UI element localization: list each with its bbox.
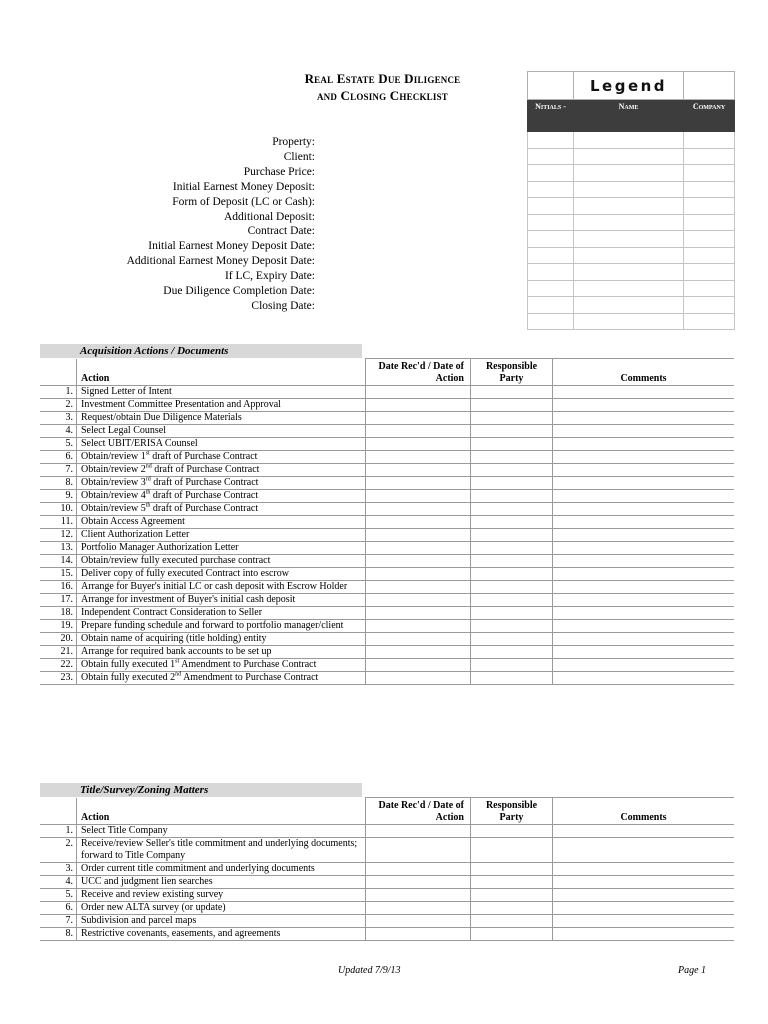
row-comments-cell[interactable] — [553, 825, 735, 838]
row-number: 12. — [40, 529, 77, 542]
legend-row[interactable] — [528, 264, 735, 281]
row-number: 1. — [40, 386, 77, 399]
row-comments-cell[interactable] — [553, 902, 735, 915]
footer-updated: Updated 7/9/13 — [338, 965, 401, 976]
row-number: 3. — [40, 863, 77, 876]
row-action: Arrange for Buyer's initial LC or cash deposit with Escrow Holder — [77, 581, 366, 594]
row-number: 23. — [40, 672, 77, 685]
legend-cell[interactable] — [574, 198, 684, 215]
legend-cell[interactable] — [684, 231, 735, 248]
checklist-row — [40, 529, 734, 542]
legend-cell[interactable] — [574, 297, 684, 314]
checklist-row — [40, 399, 734, 412]
row-responsible-cell[interactable] — [471, 399, 553, 412]
row-number: 3. — [40, 412, 77, 425]
row-comments-cell[interactable] — [553, 863, 735, 876]
legend-cell[interactable] — [574, 132, 684, 149]
title-line-2: and Closing Checklist — [316, 88, 448, 103]
row-number: 4. — [40, 425, 77, 438]
legend-cell[interactable] — [684, 313, 735, 330]
row-comments-cell[interactable] — [553, 594, 735, 607]
row-action: Obtain/review 1st draft of Purchase Contract — [77, 451, 366, 464]
checklist-row — [40, 620, 734, 633]
row-number: 2. — [40, 399, 77, 412]
row-date-cell[interactable] — [366, 555, 471, 568]
row-responsible-cell[interactable] — [471, 386, 553, 399]
row-comments-cell[interactable] — [553, 928, 735, 941]
row-comments-cell[interactable] — [553, 386, 735, 399]
checklist-row — [40, 438, 734, 451]
row-responsible-cell[interactable] — [471, 915, 553, 928]
row-action: Arrange for investment of Buyer's initial cash deposit — [77, 594, 366, 607]
checklist-row — [40, 568, 734, 581]
checklist-row — [40, 902, 734, 915]
checklist-row — [40, 425, 734, 438]
acquisition-section-title: Acquisition Actions / Documents — [80, 345, 229, 357]
checklist-row — [40, 516, 734, 529]
legend-cell[interactable] — [528, 214, 574, 231]
row-action: Obtain Access Agreement — [77, 516, 366, 529]
row-comments-cell[interactable] — [553, 451, 735, 464]
row-date-cell[interactable] — [366, 490, 471, 503]
row-action: Investment Committee Presentation and Approval — [77, 399, 366, 412]
row-number: 7. — [40, 915, 77, 928]
legend-cell[interactable] — [528, 198, 574, 215]
field-label: If LC, Expiry Date: — [224, 270, 315, 283]
row-comments-cell[interactable] — [553, 568, 735, 581]
row-responsible-cell[interactable] — [471, 490, 553, 503]
row-action: Order new ALTA survey (or update) — [77, 902, 366, 915]
checklist-row — [40, 477, 734, 490]
row-comments-cell[interactable] — [553, 503, 735, 516]
legend-cell[interactable] — [684, 264, 735, 281]
row-responsible-cell[interactable] — [471, 516, 553, 529]
row-action: Receive and review existing survey — [77, 889, 366, 902]
checklist-row — [40, 607, 734, 620]
legend-cell[interactable] — [574, 313, 684, 330]
row-date-cell[interactable] — [366, 568, 471, 581]
row-number: 4. — [40, 876, 77, 889]
legend-cell[interactable] — [684, 165, 735, 182]
legend-cell[interactable] — [574, 280, 684, 297]
row-comments-cell[interactable] — [553, 542, 735, 555]
legend-row[interactable] — [528, 165, 735, 182]
row-number: 14. — [40, 555, 77, 568]
row-responsible-cell[interactable] — [471, 542, 553, 555]
row-date-cell[interactable] — [366, 386, 471, 399]
row-responsible-cell[interactable] — [471, 529, 553, 542]
row-responsible-cell[interactable] — [471, 451, 553, 464]
legend-cell[interactable] — [574, 247, 684, 264]
row-number: 16. — [40, 581, 77, 594]
checklist-row — [40, 581, 734, 594]
legend-cell[interactable] — [528, 280, 574, 297]
row-responsible-cell[interactable] — [471, 876, 553, 889]
row-comments-cell[interactable] — [553, 915, 735, 928]
legend-row[interactable] — [528, 148, 735, 165]
legend-row[interactable] — [528, 247, 735, 264]
legend-row[interactable] — [528, 297, 735, 314]
legend-cell[interactable] — [684, 247, 735, 264]
title-line-1: Real Estate Due Diligence — [304, 71, 461, 86]
row-responsible-cell[interactable] — [471, 825, 553, 838]
row-number: 21. — [40, 646, 77, 659]
checklist-row — [40, 825, 734, 838]
row-action: Independent Contract Consideration to Seller — [77, 607, 366, 620]
row-number: 8. — [40, 928, 77, 941]
row-date-cell[interactable] — [366, 825, 471, 838]
field-label: Due Diligence Completion Date: — [163, 285, 315, 298]
row-number: 8. — [40, 477, 77, 490]
row-comments-cell[interactable] — [553, 412, 735, 425]
row-action: Obtain name of acquiring (title holding) entity — [77, 633, 366, 646]
row-comments-cell[interactable] — [553, 555, 735, 568]
row-action: Obtain/review 4th draft of Purchase Contract — [77, 490, 366, 503]
acquisition-section-header — [40, 344, 734, 358]
field-label: Form of Deposit (LC or Cash): — [172, 195, 315, 208]
row-date-cell[interactable] — [366, 863, 471, 876]
row-date-cell[interactable] — [366, 425, 471, 438]
legend-cell[interactable] — [684, 280, 735, 297]
row-responsible-cell[interactable] — [471, 594, 553, 607]
legend-row[interactable] — [528, 132, 735, 149]
row-comments-cell[interactable] — [553, 646, 735, 659]
row-action: Select UBIT/ERISA Counsel — [77, 438, 366, 451]
checklist-row — [40, 863, 734, 876]
acquisition-table — [40, 358, 734, 685]
field-label: Contract Date: — [247, 225, 315, 238]
row-date-cell[interactable] — [366, 581, 471, 594]
row-number: 5. — [40, 438, 77, 451]
legend-row[interactable] — [528, 313, 735, 330]
row-date-cell[interactable] — [366, 438, 471, 451]
property-fields — [40, 135, 315, 314]
legend-cell[interactable] — [574, 165, 684, 182]
legend-row[interactable] — [528, 280, 735, 297]
legend-col-company: Company — [684, 100, 735, 132]
row-responsible-cell[interactable] — [471, 659, 553, 672]
field-label: Closing Date: — [251, 299, 315, 312]
col-comments: Comments — [553, 359, 735, 386]
row-number: 9. — [40, 490, 77, 503]
row-date-cell[interactable] — [366, 477, 471, 490]
row-date-cell[interactable] — [366, 464, 471, 477]
field-label: Initial Earnest Money Deposit Date: — [148, 240, 315, 253]
row-comments-cell[interactable] — [553, 659, 735, 672]
row-action: Obtain/review 2nd draft of Purchase Contract — [77, 464, 366, 477]
row-date-cell[interactable] — [366, 594, 471, 607]
checklist-row — [40, 876, 734, 889]
legend-cell[interactable] — [528, 181, 574, 198]
row-responsible-cell[interactable] — [471, 412, 553, 425]
row-action: Select Title Company — [77, 825, 366, 838]
row-date-cell[interactable] — [366, 503, 471, 516]
row-action: Obtain fully executed 2nd Amendment to Purchase Contract — [77, 672, 366, 685]
legend-cell[interactable] — [684, 214, 735, 231]
field-label: Initial Earnest Money Deposit: — [172, 180, 315, 193]
checklist-row — [40, 646, 734, 659]
row-action: Portfolio Manager Authorization Letter — [77, 542, 366, 555]
row-action: Deliver copy of fully executed Contract into escrow — [77, 568, 366, 581]
row-date-cell[interactable] — [366, 529, 471, 542]
legend-cell[interactable] — [528, 247, 574, 264]
row-action: Order current title commitment and underlying documents — [77, 863, 366, 876]
row-date-cell[interactable] — [366, 633, 471, 646]
legend-cell[interactable] — [528, 264, 574, 281]
legend-cell[interactable] — [684, 148, 735, 165]
field-label: Additional Deposit: — [223, 210, 315, 223]
row-date-cell[interactable] — [366, 915, 471, 928]
row-responsible-cell[interactable] — [471, 464, 553, 477]
row-comments-cell[interactable] — [553, 490, 735, 503]
row-action: Restrictive covenants, easements, and agreements — [77, 928, 366, 941]
legend-row[interactable] — [528, 231, 735, 248]
legend-cell[interactable] — [684, 297, 735, 314]
checklist-row — [40, 451, 734, 464]
legend-cell[interactable] — [528, 148, 574, 165]
row-comments-cell[interactable] — [553, 529, 735, 542]
checklist-row — [40, 503, 734, 516]
row-action: Obtain/review 3rd draft of Purchase Contract — [77, 477, 366, 490]
checklist-row — [40, 386, 734, 399]
col-date: Date Rec'd / Date of Action — [366, 798, 471, 825]
row-responsible-cell[interactable] — [471, 607, 553, 620]
row-date-cell[interactable] — [366, 659, 471, 672]
checklist-row — [40, 633, 734, 646]
row-date-cell[interactable] — [366, 889, 471, 902]
row-number: 22. — [40, 659, 77, 672]
checklist-row — [40, 594, 734, 607]
row-responsible-cell[interactable] — [471, 838, 553, 863]
legend-col-initials: Nitials - — [528, 100, 574, 132]
checklist-row — [40, 555, 734, 568]
row-date-cell[interactable] — [366, 672, 471, 685]
row-responsible-cell[interactable] — [471, 477, 553, 490]
row-number: 13. — [40, 542, 77, 555]
row-action: Request/obtain Due Diligence Materials — [77, 412, 366, 425]
row-action: Obtain/review fully executed purchase contract — [77, 555, 366, 568]
row-responsible-cell[interactable] — [471, 902, 553, 915]
legend-cell[interactable] — [574, 231, 684, 248]
row-action: Prepare funding schedule and forward to portfolio manager/client — [77, 620, 366, 633]
checklist-row — [40, 889, 734, 902]
legend-table — [527, 71, 734, 336]
col-responsible: Responsible Party — [471, 359, 553, 386]
row-number: 1. — [40, 825, 77, 838]
row-responsible-cell[interactable] — [471, 863, 553, 876]
row-comments-cell[interactable] — [553, 672, 735, 685]
row-responsible-cell[interactable] — [471, 620, 553, 633]
acquisition-section — [40, 344, 734, 685]
row-date-cell[interactable] — [366, 542, 471, 555]
checklist-row — [40, 542, 734, 555]
row-number: 10. — [40, 503, 77, 516]
row-date-cell[interactable] — [366, 646, 471, 659]
row-responsible-cell[interactable] — [471, 568, 553, 581]
row-date-cell[interactable] — [366, 928, 471, 941]
row-responsible-cell[interactable] — [471, 425, 553, 438]
row-comments-cell[interactable] — [553, 425, 735, 438]
row-date-cell[interactable] — [366, 399, 471, 412]
row-action: UCC and judgment lien searches — [77, 876, 366, 889]
row-action: Subdivision and parcel maps — [77, 915, 366, 928]
row-action: Select Legal Counsel — [77, 425, 366, 438]
checklist-row — [40, 659, 734, 672]
row-date-cell[interactable] — [366, 620, 471, 633]
row-comments-cell[interactable] — [553, 477, 735, 490]
row-number: 7. — [40, 464, 77, 477]
row-comments-cell[interactable] — [553, 620, 735, 633]
field-label: Property: — [272, 136, 315, 148]
legend-cell[interactable] — [528, 313, 574, 330]
row-number: 18. — [40, 607, 77, 620]
col-action: Action — [77, 359, 366, 386]
legend-cell[interactable] — [574, 181, 684, 198]
checklist-row — [40, 412, 734, 425]
legend-cell[interactable] — [528, 165, 574, 182]
row-comments-cell[interactable] — [553, 516, 735, 529]
row-responsible-cell[interactable] — [471, 672, 553, 685]
checklist-row — [40, 490, 734, 503]
row-comments-cell[interactable] — [553, 607, 735, 620]
legend-cell[interactable] — [684, 132, 735, 149]
row-number: 2. — [40, 838, 77, 863]
row-comments-cell[interactable] — [553, 838, 735, 863]
row-comments-cell[interactable] — [553, 581, 735, 594]
legend-cell[interactable] — [684, 198, 735, 215]
legend-cell[interactable] — [574, 214, 684, 231]
legend-cell[interactable] — [574, 264, 684, 281]
checklist-row — [40, 928, 734, 941]
legend-cell[interactable] — [528, 297, 574, 314]
row-date-cell[interactable] — [366, 516, 471, 529]
footer-page-number: Page 1 — [678, 965, 707, 976]
row-action: Obtain fully executed 1st Amendment to Purchase Contract — [77, 659, 366, 672]
title-survey-section-title: Title/Survey/Zoning Matters — [80, 784, 209, 796]
checklist-row — [40, 915, 734, 928]
legend-cell[interactable] — [528, 132, 574, 149]
row-number: 11. — [40, 516, 77, 529]
row-number: 17. — [40, 594, 77, 607]
row-number: 5. — [40, 889, 77, 902]
legend-row[interactable] — [528, 181, 735, 198]
row-comments-cell[interactable] — [553, 399, 735, 412]
legend-cell[interactable] — [574, 148, 684, 165]
checklist-row — [40, 464, 734, 477]
checklist-row — [40, 672, 734, 685]
row-date-cell[interactable] — [366, 876, 471, 889]
row-number: 6. — [40, 902, 77, 915]
legend-title: Legend — [574, 72, 684, 100]
field-label: Client: — [283, 150, 315, 163]
row-number: 19. — [40, 620, 77, 633]
row-number: 6. — [40, 451, 77, 464]
field-label: Additional Earnest Money Deposit Date: — [126, 255, 315, 268]
row-responsible-cell[interactable] — [471, 889, 553, 902]
row-date-cell[interactable] — [366, 607, 471, 620]
row-comments-cell[interactable] — [553, 438, 735, 451]
col-date: Date Rec'd / Date of Action — [366, 359, 471, 386]
field-label: Purchase Price: — [243, 165, 315, 178]
col-action: Action — [77, 798, 366, 825]
row-responsible-cell[interactable] — [471, 555, 553, 568]
row-action: Arrange for required bank accounts to be set up — [77, 646, 366, 659]
row-action: Obtain/review 5th draft of Purchase Contract — [77, 503, 366, 516]
row-date-cell[interactable] — [366, 412, 471, 425]
row-action: Client Authorization Letter — [77, 529, 366, 542]
row-responsible-cell[interactable] — [471, 633, 553, 646]
title-survey-section — [40, 783, 734, 941]
row-date-cell[interactable] — [366, 451, 471, 464]
row-responsible-cell[interactable] — [471, 503, 553, 516]
row-comments-cell[interactable] — [553, 889, 735, 902]
legend-col-name: Name — [574, 100, 684, 132]
row-number: 15. — [40, 568, 77, 581]
legend-cell[interactable] — [684, 181, 735, 198]
title-survey-section-header — [40, 783, 734, 797]
row-number: 20. — [40, 633, 77, 646]
row-date-cell[interactable] — [366, 902, 471, 915]
col-comments: Comments — [553, 798, 735, 825]
row-responsible-cell[interactable] — [471, 438, 553, 451]
checklist-row — [40, 838, 734, 863]
col-responsible: Responsible Party — [471, 798, 553, 825]
row-comments-cell[interactable] — [553, 464, 735, 477]
row-action: Receive/review Seller's title commitment and underlying documents; forward to Title Company — [77, 838, 366, 863]
row-responsible-cell[interactable] — [471, 646, 553, 659]
row-action: Signed Letter of Intent — [77, 386, 366, 399]
legend-row[interactable] — [528, 214, 735, 231]
row-date-cell[interactable] — [366, 838, 471, 863]
document-title — [250, 70, 515, 104]
row-comments-cell[interactable] — [553, 876, 735, 889]
title-survey-table — [40, 797, 734, 941]
row-responsible-cell[interactable] — [471, 928, 553, 941]
row-comments-cell[interactable] — [553, 633, 735, 646]
legend-row[interactable] — [528, 198, 735, 215]
legend-cell[interactable] — [528, 231, 574, 248]
row-responsible-cell[interactable] — [471, 581, 553, 594]
